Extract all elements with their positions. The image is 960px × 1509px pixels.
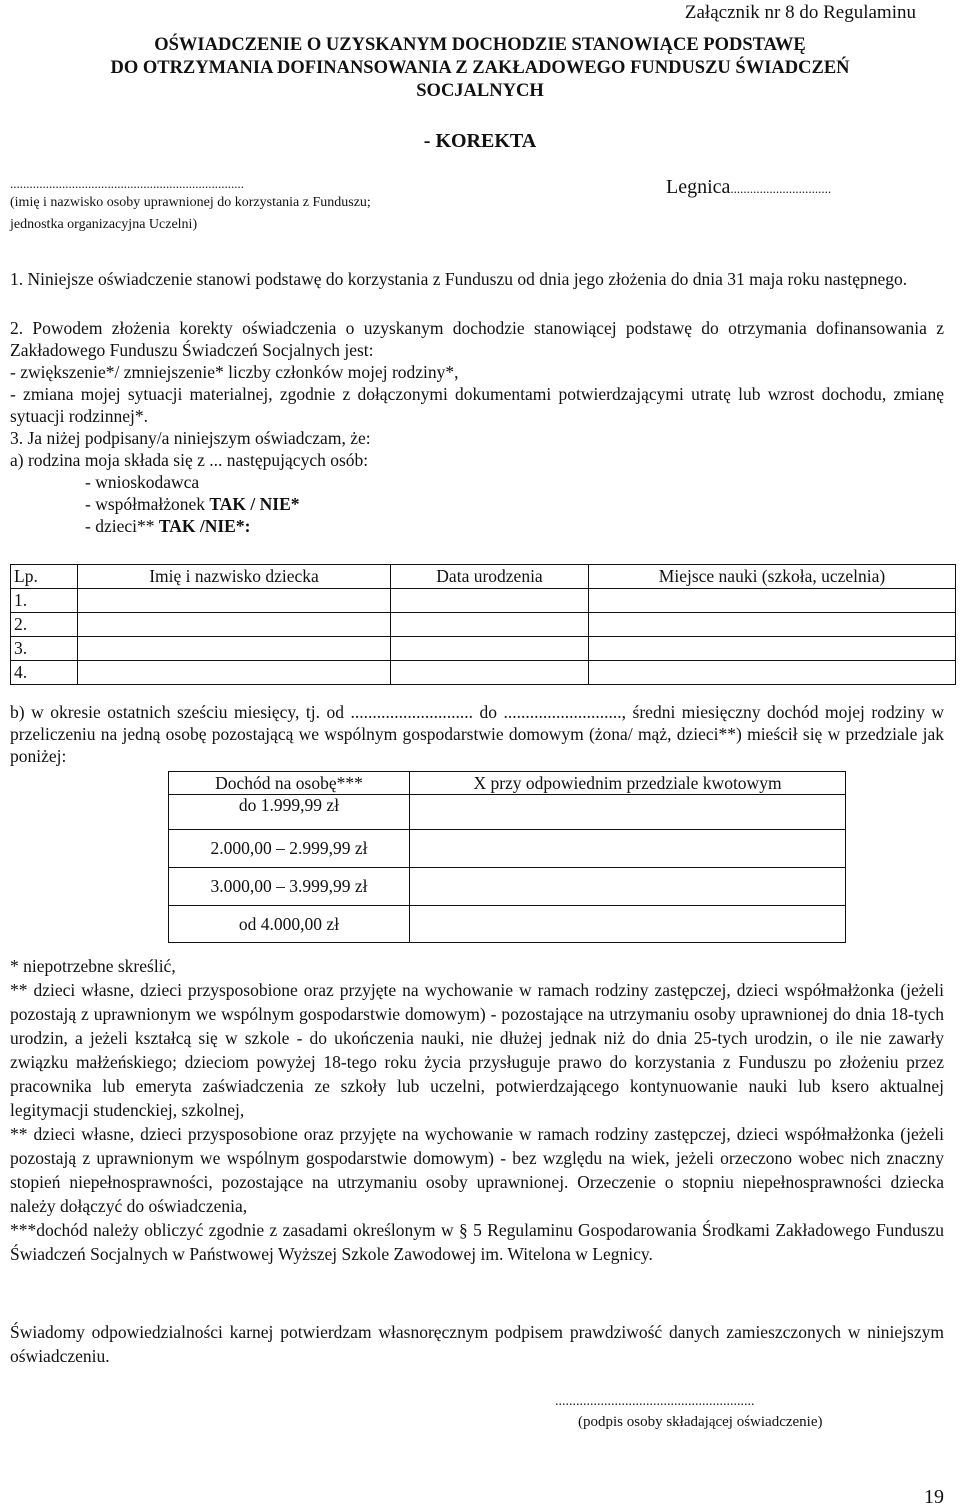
income-mark-cell[interactable] [410, 795, 846, 830]
point-2-option-a: - zwiększenie*/ zmniejszenie* liczby członków mojej rodziny*, [10, 362, 459, 382]
table-row [11, 613, 956, 637]
page-number: 19 [924, 1486, 944, 1508]
income-mark-cell[interactable] [410, 868, 846, 906]
income-table-header [169, 772, 846, 795]
document-title [10, 34, 950, 103]
title-line-3: SOCJALNYCH [416, 81, 544, 101]
col-name: Imię i nazwisko dziecka [78, 565, 391, 589]
member-children-choice: TAK /NIE*: [158, 516, 251, 536]
child-name-cell[interactable] [78, 661, 391, 685]
point-2-text: 2. Powodem złożenia korekty oświadczenia o uzyskanym dochodzie stanowiącej podstawę do otrzymania dofinansowania z Zakładowego Funduszu Świadczeń Socjalnych jest: [10, 318, 944, 360]
table-row [169, 830, 846, 868]
signature-line: ......................................................... [555, 1394, 755, 1409]
income-range: od 4.000,00 zł [169, 906, 410, 943]
child-birthdate-cell[interactable] [391, 589, 589, 613]
child-name-cell[interactable] [78, 589, 391, 613]
col-birthdate: Data urodzenia [391, 565, 589, 589]
place-dots: ............................... [730, 181, 832, 196]
point-2-option-b: - zmiana mojej sytuacji materialnej, zgodnie z dołączonymi dokumentami potwierdzającymi utratę lub wzrost dochodu, zmianę sytuacji rodzinnej*. [10, 384, 944, 426]
applicant-block [10, 176, 371, 236]
point-2 [10, 317, 944, 537]
col-mark: X przy odpowiednim przedziale kwotowym [410, 772, 846, 795]
children-table [10, 564, 956, 685]
col-lp: Lp. [11, 565, 78, 589]
child-school-cell[interactable] [589, 661, 956, 685]
title-line-2: DO OTRZYMANIA DOFINANSOWANIA Z ZAKŁADOWEGO FUNDUSZU ŚWIADCZEŃ [110, 58, 850, 78]
child-birthdate-cell[interactable] [391, 661, 589, 685]
child-school-cell[interactable] [589, 589, 956, 613]
child-school-cell[interactable] [589, 613, 956, 637]
row-number: 4. [11, 661, 78, 685]
member-spouse [85, 493, 944, 515]
footnote-1: * niepotrzebne skreślić, [10, 956, 176, 976]
child-birthdate-cell[interactable] [391, 613, 589, 637]
income-mark-cell[interactable] [410, 830, 846, 868]
applicant-caption-1: (imię i nazwisko osoby uprawnionej do korzystania z Funduszu; [10, 195, 371, 210]
family-members [10, 471, 944, 537]
place-date [666, 176, 831, 199]
table-row [11, 637, 956, 661]
member-spouse-label: - współmałżonek [85, 494, 210, 514]
member-children-label: - dzieci** [85, 516, 159, 536]
point-3-a: a) rodzina moja składa się z ... następujących osób: [10, 450, 369, 470]
col-school: Miejsce nauki (szkoła, uczelnia) [589, 565, 956, 589]
place-name: Legnica [666, 176, 731, 198]
row-number: 1. [11, 589, 78, 613]
footnotes [10, 954, 944, 1266]
income-range: 2.000,00 – 2.999,99 zł [169, 830, 410, 868]
footnote-2: ** dzieci własne, dzieci przysposobione oraz przyjęte na wychowanie w ramach rodziny zastępczej, dzieci współmałżonka (jeżeli pozostają z uprawnionym we wspólnym gospodarstwie domowym) - pozostające na utrzymaniu osoby uprawnionej do dnia 18-tych urodzin, a jeżeli kształcą się w szkole - do ukończenia nauki, nie dłużej jednak niż do dnia 25-tych urodzin, o ile nie zawarły związku małżeńskiego; dzieciom powyżej 18-tego roku życia przysługuje prawo do korzystania z Funduszu po złożeniu przez pracownika lub emeryta zaświadczenia ze szkoły lub uczelni, potwierdzającego kontynuowanie nauki lub ksero aktualnej legitymacji studenckiej, szkolnej, [10, 980, 944, 1120]
annex-label: Załącznik nr 8 do Regulaminu [684, 2, 916, 23]
table-row [169, 795, 846, 830]
child-name-cell[interactable] [78, 613, 391, 637]
signature-label: (podpis osoby składającej oświadczenie) [578, 1414, 823, 1430]
table-row [11, 661, 956, 685]
row-number: 3. [11, 637, 78, 661]
child-school-cell[interactable] [589, 637, 956, 661]
footnote-4: ***dochód należy obliczyć zgodnie z zasadami określonym w § 5 Regulaminu Gospodarowania Środkami Zakładowego Funduszu Świadczeń Socjalnych w Państwowej Wyższej Szkole Zawodowej im. Witelona w Legnicy. [10, 1220, 944, 1264]
applicant-caption-2: jednostka organizacyjna Uczelni) [10, 217, 198, 232]
point-b: b) w okresie ostatnich sześciu miesięcy, tj. od ............................ do ..........................., średni miesięczny dochód mojej rodziny w przeliczeniu na jedną osobę pozostającą we wspólnym gospodarstwie domowym (żona/ mąż, dzieci**) mieścił się w przedziale jak poniżej: [10, 702, 944, 766]
income-range: 3.000,00 – 3.999,99 zł [169, 868, 410, 906]
member-applicant: - wnioskodawca [85, 472, 200, 492]
row-number: 2. [11, 613, 78, 637]
footnote-3: ** dzieci własne, dzieci przysposobione oraz przyjęte na wychowanie w ramach rodziny zastępczej, dzieci współmałżonka (jeżeli pozostają z uprawnionym we wspólnym gospodarstwie domowym) - bez względu na wiek, jeżeli orzeczono wobec nich znaczny stopień niepełnosprawności, pozostające na utrzymaniu osoby uprawnionej. Orzeczenie o stopniu niepełnosprawności dziecka należy dołączyć do oświadczenia, [10, 1124, 944, 1216]
applicant-dots: ........................................................................ [10, 176, 244, 191]
declaration: Świadomy odpowiedzialności karnej potwierdzam własnoręcznym podpisem prawdziwość danych zamieszczonych w niniejszym oświadczeniu. [10, 1322, 944, 1366]
col-income: Dochód na osobę*** [169, 772, 410, 795]
table-row [169, 868, 846, 906]
child-birthdate-cell[interactable] [391, 637, 589, 661]
income-range: do 1.999,99 zł [169, 795, 410, 830]
point-1: 1. Niniejsze oświadczenie stanowi podstawę do korzystania z Funduszu od dnia jego złożenia do dnia 31 maja roku następnego. [10, 269, 908, 289]
table-row [11, 589, 956, 613]
title-line-1: OŚWIADCZENIE O UZYSKANYM DOCHODZIE STANOWIĄCE PODSTAWĘ [154, 35, 806, 55]
table-row [169, 906, 846, 943]
korekta-heading: - KOREKTA [423, 130, 537, 152]
member-spouse-choice: TAK / NIE* [209, 494, 300, 514]
children-table-header [11, 565, 956, 589]
income-table [168, 771, 846, 943]
child-name-cell[interactable] [78, 637, 391, 661]
point-3-text: 3. Ja niżej podpisany/a niniejszym oświadczam, że: [10, 428, 371, 448]
member-children [85, 515, 944, 537]
income-mark-cell[interactable] [410, 906, 846, 943]
